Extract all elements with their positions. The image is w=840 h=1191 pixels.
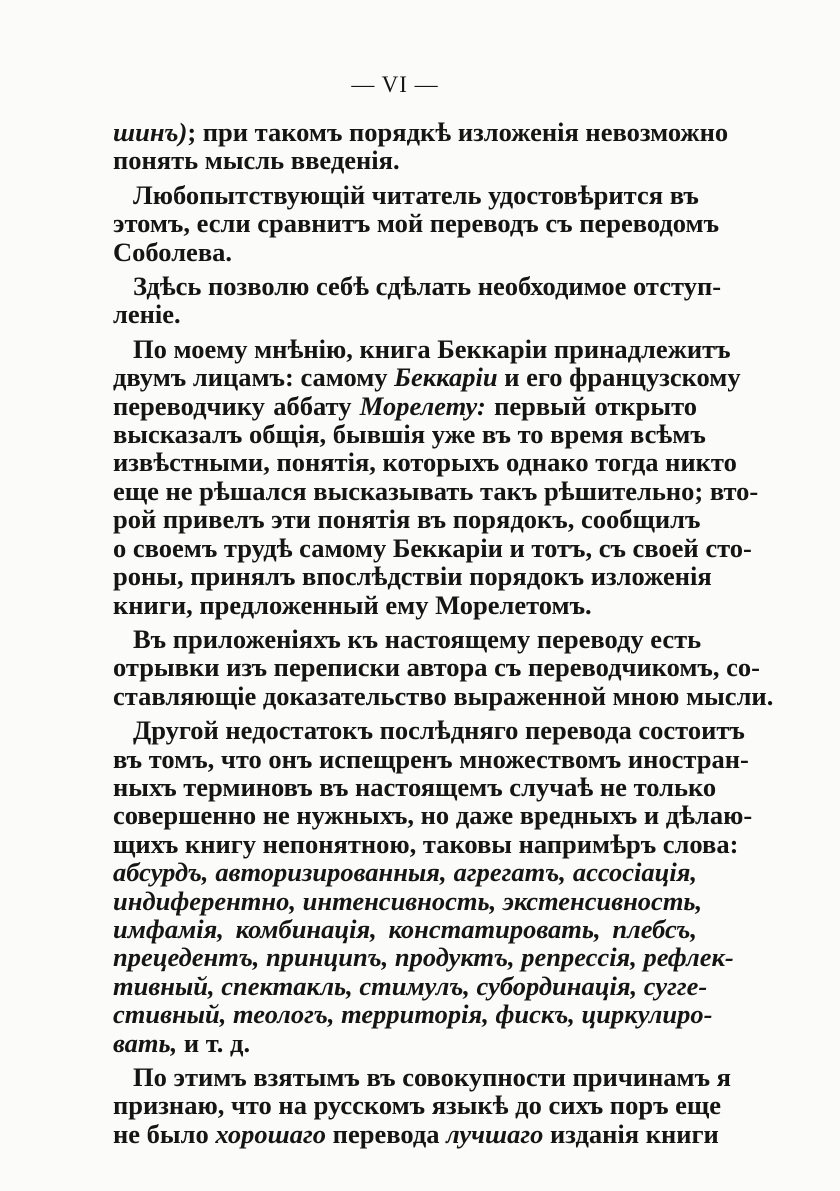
text-segment: двумъ лицамъ: самому	[113, 362, 395, 393]
text-segment: въ томъ, что онъ испещренъ множествомъ иностран-	[113, 743, 749, 774]
text-line	[113, 208, 720, 239]
italic-term: Беккаріи	[394, 362, 498, 393]
italic-term: Морелету:	[359, 390, 486, 421]
text-line	[113, 828, 739, 859]
text-line	[113, 238, 697, 266]
text-line	[113, 362, 741, 393]
text-line	[113, 532, 752, 563]
paragraph	[113, 1062, 732, 1149]
text-line	[113, 333, 731, 364]
text-segment: Въ приложеніяхъ къ настоящему переводу есть	[133, 623, 702, 654]
text-segment: По моему мнѣнію, книга Беккаріи принадлежитъ	[133, 333, 731, 364]
text-segment: ныхъ терминовъ въ настоящемъ случаѣ не только	[113, 771, 717, 802]
text-segment: По этимъ взятымъ въ совокупности причинамъ я	[133, 1062, 732, 1092]
text-segment: изданія книги	[543, 1118, 719, 1149]
italic-term: индиферентно, интенсивность, экстенсивность,	[113, 885, 703, 916]
text-line	[113, 419, 706, 450]
text-line	[113, 999, 713, 1030]
italic-term: тивный, спектакль, стимулъ, субординація, сугге-	[113, 970, 708, 1001]
body-text	[113, 117, 774, 1149]
italic-term: шинъ)	[113, 117, 188, 147]
text-segment: Любопытствующій читатель удостовѣрится въ	[133, 179, 699, 210]
text-segment: отрывки изъ переписки автора съ переводчикомъ, со-	[113, 652, 760, 683]
text-segment: рой привелъ эти понятія въ порядокъ, сообщилъ	[113, 504, 701, 535]
text-line	[113, 858, 697, 886]
text-segment: признаю, что на русскомъ языкѣ до сихъ поръ еще	[113, 1090, 722, 1121]
text-line	[113, 1118, 719, 1149]
text-line	[113, 561, 712, 592]
text-segment: первый открыто	[485, 390, 697, 421]
text-line	[113, 504, 701, 535]
text-segment: переводчику аббату	[113, 390, 360, 421]
italic-term: вать,	[113, 1027, 178, 1058]
text-segment: Соболева.	[113, 236, 233, 267]
text-segment: Здѣсь позволю себѣ сдѣлать необходимое отступ-	[133, 271, 722, 302]
italic-term: хорошаго	[215, 1118, 327, 1149]
text-segment: высказалъ общія, бывшія уже въ то время всѣмъ	[113, 419, 706, 450]
text-segment: и т. д.	[177, 1027, 251, 1058]
text-line	[113, 1029, 697, 1057]
text-segment: ; при такомъ порядкѣ изложенія невозможно	[187, 117, 729, 147]
text-line	[113, 970, 708, 1001]
italic-term: лучшаго	[446, 1118, 544, 1149]
italic-term: имфамія, комбинація, констатировать, плебсъ,	[113, 913, 697, 944]
text-segment: роны, принялъ впослѣдствіи порядокъ изложенія	[113, 561, 712, 592]
text-segment: совершенно не нужныхъ, но даже вредныхъ и дѣлаю-	[113, 800, 753, 831]
text-line	[113, 271, 722, 302]
paragraph	[113, 333, 759, 620]
paragraph	[113, 117, 729, 176]
text-line	[113, 680, 774, 711]
page-number: — VI —	[351, 72, 439, 97]
italic-term: абсурдъ, авторизированныя, агрегатъ, ассосіація,	[113, 857, 697, 888]
text-line	[113, 117, 729, 147]
text-line	[113, 1090, 722, 1121]
paragraph	[113, 271, 722, 330]
text-segment: о своемъ трудѣ самому Беккаріи и тотъ, съ своей сто-	[113, 532, 752, 563]
text-segment: понять мысль введенія.	[113, 145, 400, 176]
text-segment: еще не рѣшался высказывать такъ рѣшительно; вто-	[113, 475, 759, 506]
text-line	[113, 181, 697, 209]
text-segment: Другой недостатокъ послѣдняго перевода состоитъ	[133, 715, 745, 746]
text-line	[113, 623, 702, 654]
paragraph	[113, 179, 720, 267]
text-line	[113, 146, 697, 174]
text-line	[113, 715, 745, 746]
text-segment: этомъ, если сравнитъ мой переводъ съ переводомъ	[113, 208, 720, 239]
text-segment: извѣстными, понятія, которыхъ однако тогда никто	[113, 447, 737, 478]
text-line	[113, 591, 697, 619]
text-line	[113, 652, 760, 683]
text-line	[113, 771, 717, 802]
text-segment: щихъ книгу непонятною, таковы напримѣръ слова:	[113, 828, 739, 859]
text-segment: книги, предложенный ему Морелетомъ.	[113, 589, 592, 620]
text-segment: леніе.	[113, 299, 181, 330]
text-line	[113, 800, 753, 831]
text-line	[113, 743, 749, 774]
text-line	[113, 915, 697, 943]
text-segment: не было	[113, 1118, 216, 1149]
text-segment: ставляющіе доказательство выраженной мною мысли.	[113, 680, 774, 711]
text-line	[113, 1062, 732, 1092]
text-line	[113, 392, 697, 420]
text-segment: и его французскому	[497, 362, 741, 393]
text-line	[113, 300, 697, 328]
text-line	[113, 942, 734, 973]
text-line	[113, 475, 759, 506]
italic-term: стивный, теологъ, территорія, фискъ, циркулиро-	[113, 999, 713, 1030]
paragraph	[113, 715, 753, 1058]
italic-term: прецедентъ, принципъ, продуктъ, репрессія, рефлек-	[113, 942, 734, 973]
paragraph	[113, 623, 774, 711]
text-line	[113, 885, 703, 916]
text-line	[113, 447, 737, 478]
text-segment: перевода	[326, 1118, 447, 1149]
